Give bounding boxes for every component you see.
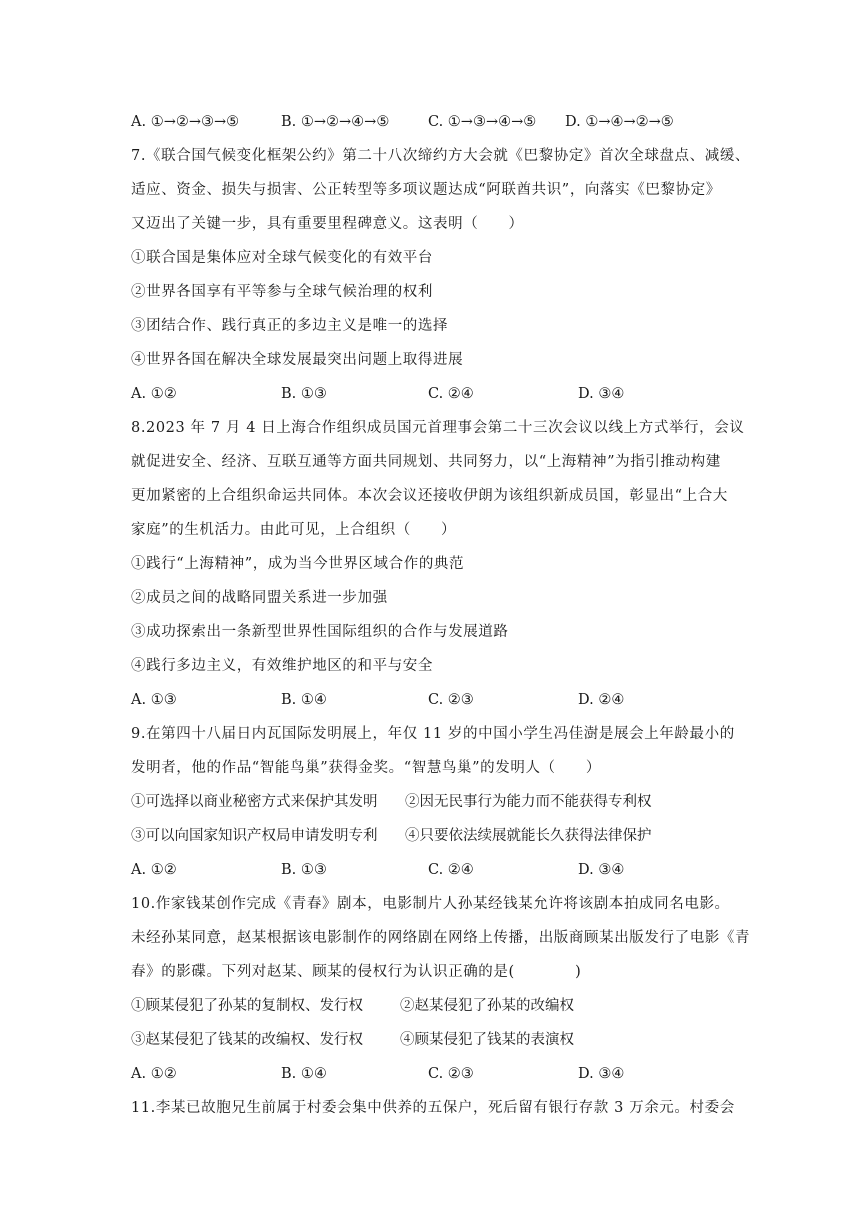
q10-stem-line-2: 未经孙某同意，赵某根据该电影制作的网络剧在网络上传播，出版商顾某出版发行了电影《青 (131, 930, 751, 946)
q8-item-2: ②成员之间的战略同盟关系进一步加强 (131, 590, 388, 606)
q7-item-4: ④世界各国在解决全球发展最突出问题上取得进展 (131, 352, 464, 368)
q7-stem-line-3: 又迈出了关键一步，具有重要里程碑意义。这表明（ ） (131, 216, 524, 232)
q8-stem-line-1: 8.2023 年 7 月 4 日上海合作组织成员国元首理事会第二十三次会议以线上方式举行，会议 (131, 420, 745, 436)
q10-option-b: B. ①④ (281, 1066, 327, 1082)
q7-option-a: A. ①② (131, 386, 177, 402)
q7-item-2: ②世界各国享有平等参与全球气候治理的权利 (131, 284, 433, 300)
q8-option-b: B. ①④ (281, 692, 327, 708)
q8-item-3: ③成功探索出一条新型世界性国际组织的合作与发展道路 (131, 624, 509, 640)
q9-option-b: B. ①③ (281, 862, 327, 878)
q10-stem-line-1: 10.作家钱某创作完成《青春》剧本，电影制片人孙某经钱某允许将该剧本拍成同名电影。 (131, 896, 730, 912)
q9-option-a: A. ①② (131, 862, 177, 878)
q7-option-d: D. ③④ (578, 386, 625, 402)
q10-option-c: C. ②③ (428, 1066, 474, 1082)
q9-option-d: D. ③④ (578, 862, 625, 878)
q7-stem-line-1: 7.《联合国气候变化框架公约》第二十八次缔约方大会就《巴黎协定》首次全球盘点、减缓、 (131, 148, 751, 164)
q8-stem-line-4: 家庭”的生机活力。由此可见，上合组织（ ） (131, 522, 457, 538)
q9-stem-line-1: 9.在第四十八届日内瓦国际发明展上，年仅 11 岁的中国小学生冯佳澍是展会上年龄最小的 (131, 726, 735, 742)
q10-option-d: D. ③④ (578, 1066, 625, 1082)
q8-item-4: ④践行多边主义，有效维护地区的和平与安全 (131, 658, 433, 674)
q9-item-3: ③可以向国家知识产权局申请发明专利 (131, 828, 378, 844)
q6-option-a: A. ①→②→③→⑤ (131, 114, 240, 130)
q10-item-3: ③赵某侵犯了钱某的改编权、发行权 (131, 1032, 363, 1048)
q10-item-2: ②赵某侵犯了孙某的改编权 (400, 998, 574, 1014)
q10-option-a: A. ①② (131, 1066, 177, 1082)
q8-stem-line-2: 就促进安全、经济、互联互通等方面共同规划、共同努力，以“上海精神”为指引推动构建 (131, 454, 721, 470)
q9-item-4: ④只要依法续展就能长久获得法律保护 (405, 828, 652, 844)
q8-stem-line-3: 更加紧密的上合组织命运共同体。本次会议还接收伊朗为该组织新成员国，彰显出“上合大 (131, 488, 728, 504)
q9-option-c: C. ②④ (428, 862, 474, 878)
q7-option-b: B. ①③ (281, 386, 327, 402)
q7-stem-line-2: 适应、资金、损失与损害、公正转型等多项议题达成“阿联酋共识”，向落实《巴黎协定》 (131, 182, 721, 198)
q9-item-1: ①可选择以商业秘密方式来保护其发明 (131, 794, 378, 810)
q7-item-1: ①联合国是集体应对全球气候变化的有效平台 (131, 250, 433, 266)
q8-option-d: D. ②④ (578, 692, 625, 708)
q10-item-1: ①顾某侵犯了孙某的复制权、发行权 (131, 998, 363, 1014)
q10-item-4: ④顾某侵犯了钱某的表演权 (400, 1032, 574, 1048)
q7-option-c: C. ②④ (428, 386, 474, 402)
q6-option-b: B. ①→②→④→⑤ (281, 114, 390, 130)
q9-stem-line-2: 发明者，他的作品“智能鸟巢”获得金奖。“智慧鸟巢”的发明人（ ） (131, 760, 601, 776)
q6-option-c: C. ①→③→④→⑤ (428, 114, 537, 130)
q11-stem-line-1: 11.李某已故胞兄生前属于村委会集中供养的五保户，死后留有银行存款 3 万余元。村委会 (131, 1100, 735, 1116)
q6-option-d: D. ①→④→②→⑤ (565, 114, 674, 130)
q7-item-3: ③团结合作、践行真正的多边主义是唯一的选择 (131, 318, 449, 334)
q9-item-2: ②因无民事行为能力而不能获得专利权 (405, 794, 652, 810)
q10-stem-line-3: 春》的影碟。下列对赵某、顾某的侵权行为认识正确的是( ) (131, 964, 582, 980)
q8-option-a: A. ①③ (131, 692, 177, 708)
q8-option-c: C. ②③ (428, 692, 474, 708)
q8-item-1: ①践行“上海精神”，成为当今世界区域合作的典范 (131, 556, 465, 572)
